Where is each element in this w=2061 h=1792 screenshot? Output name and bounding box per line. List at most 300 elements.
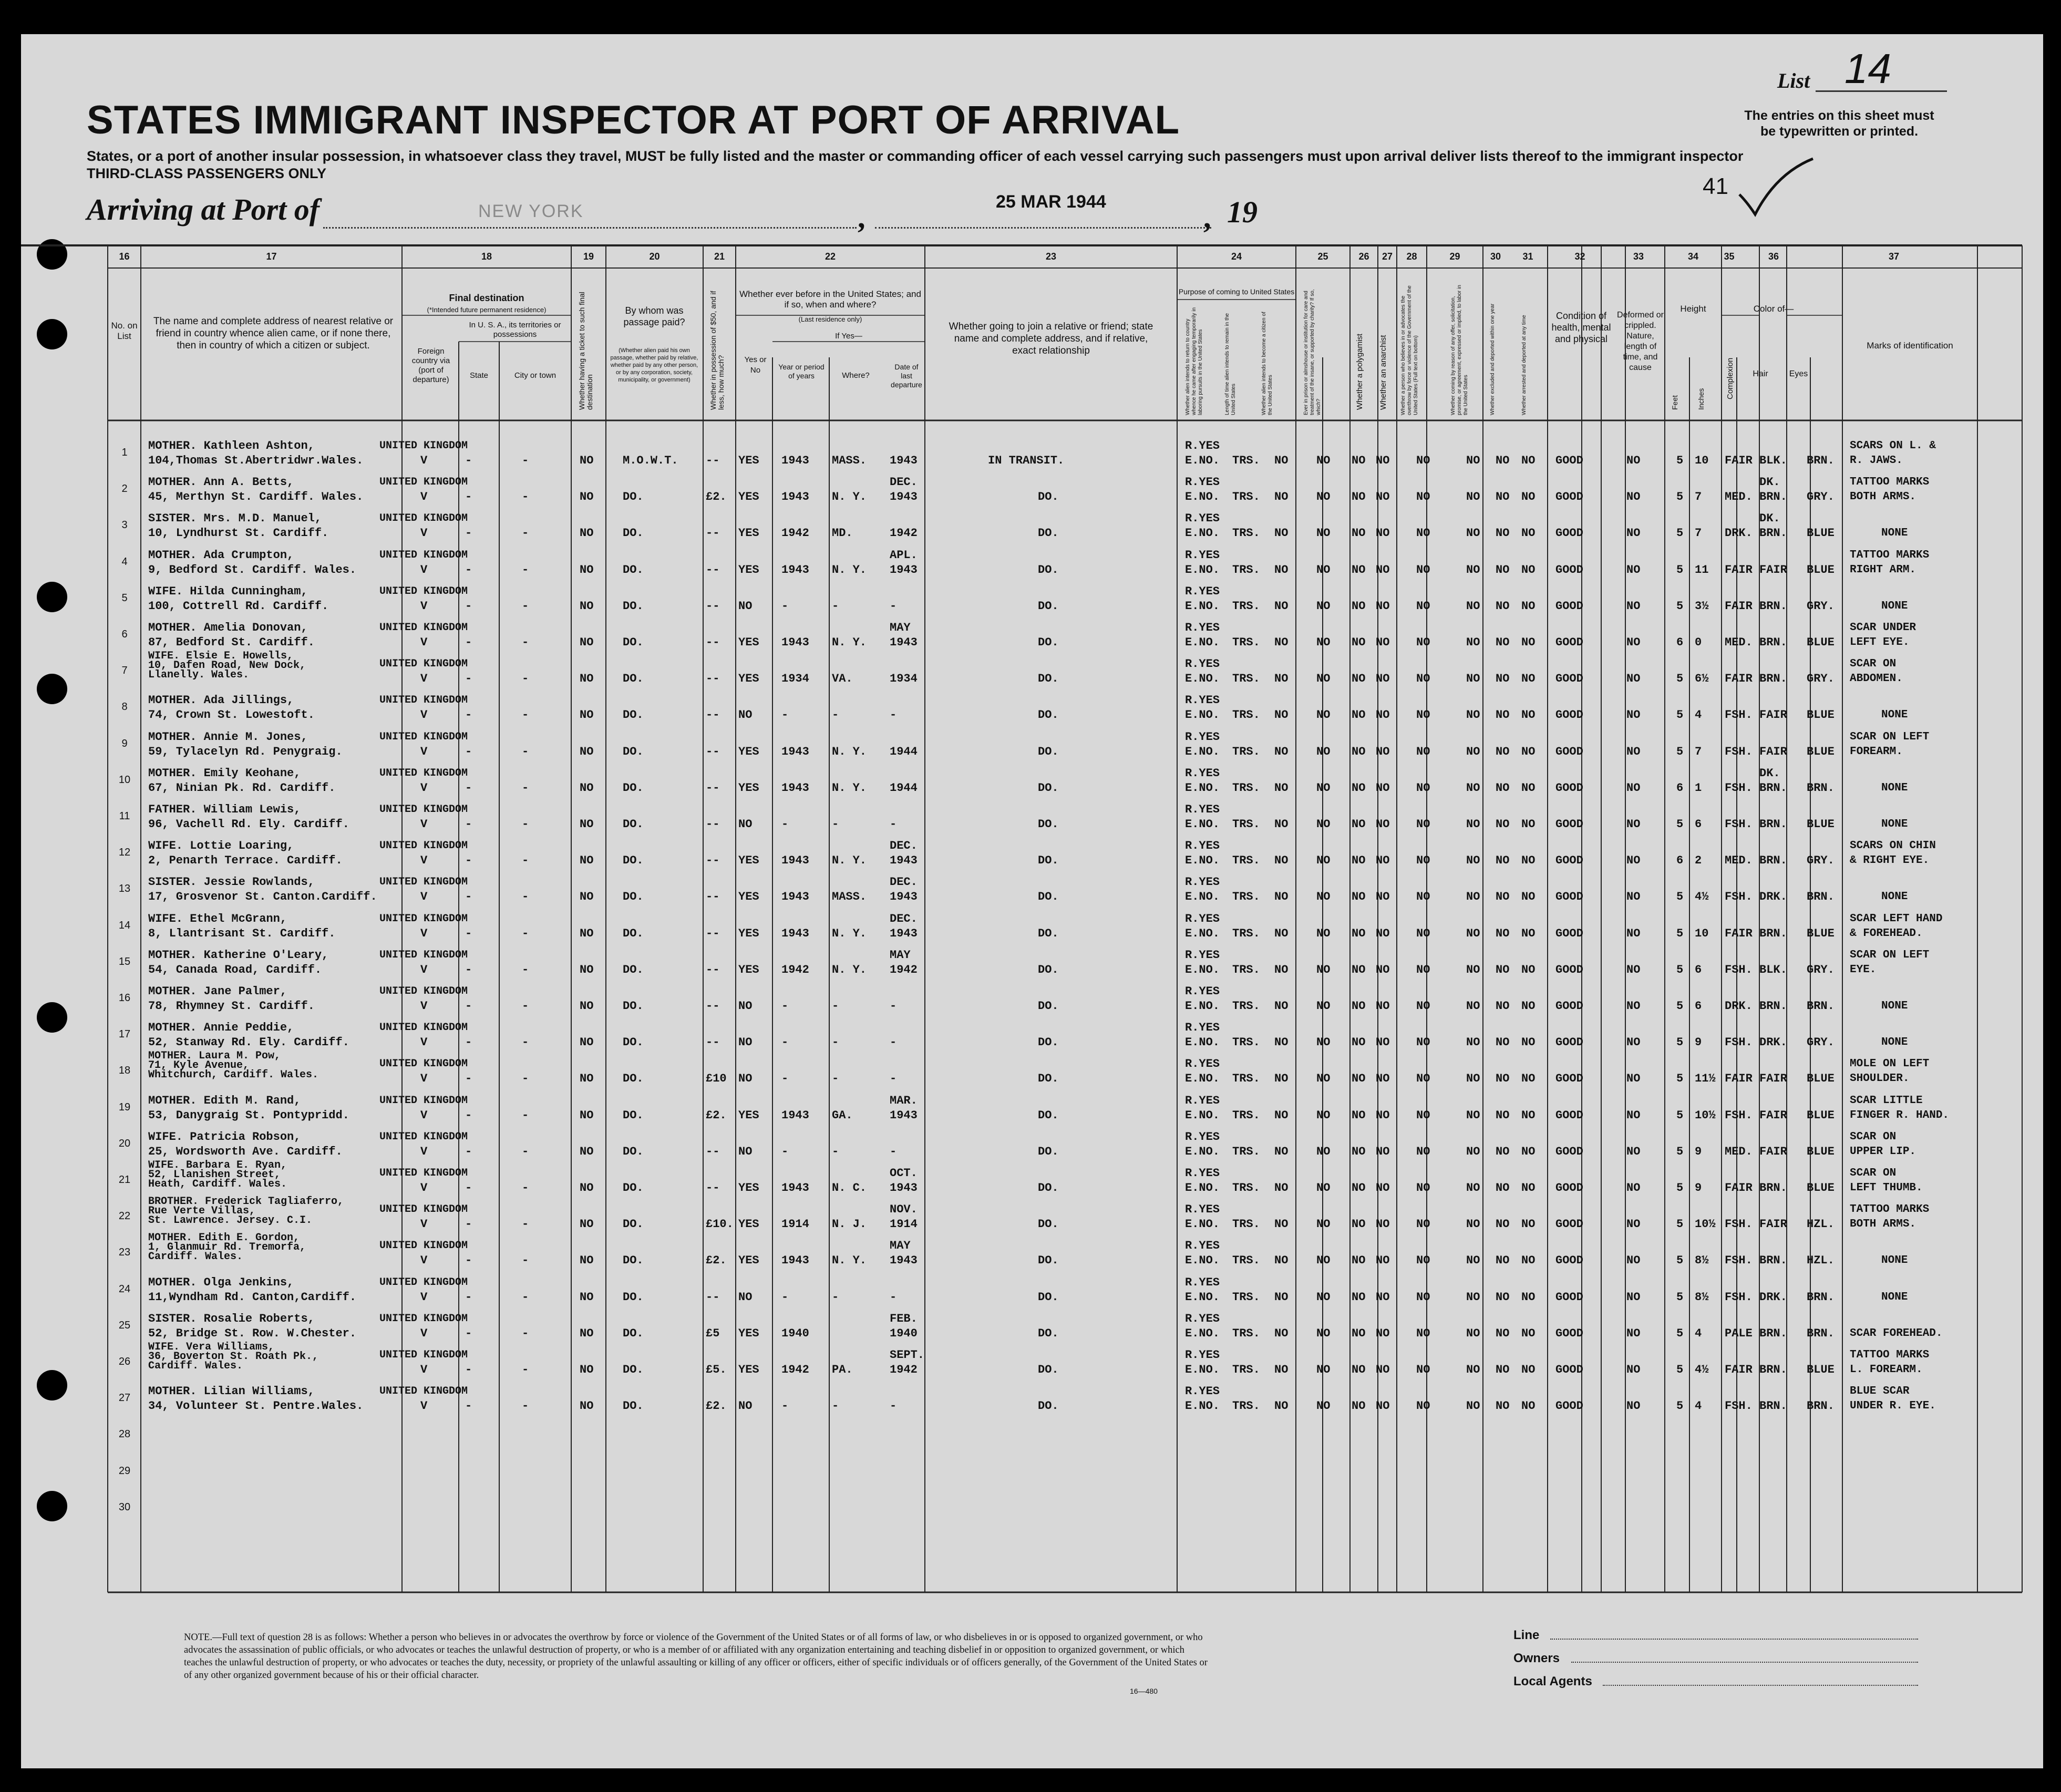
height-feet: 5 (1676, 708, 1684, 722)
height-inches: 11½ (1695, 1072, 1716, 1086)
foreign-country: UNITED KINGDOM (379, 440, 468, 452)
year-before: 1943 (781, 1181, 809, 1194)
health: GOOD (1555, 1145, 1583, 1158)
relative-address: 1, Glanmuir Rd. Tremorfa, (148, 1241, 306, 1254)
foreign-country: UNITED KINGDOM (379, 1385, 468, 1398)
city: - (522, 490, 529, 504)
via-port: V (420, 1108, 428, 1122)
state: - (465, 1072, 472, 1086)
header-purpose-citizen: Whether alien intends to become a citizen of the United States (1261, 312, 1273, 415)
purpose-return-no: E.NO. (1185, 781, 1220, 795)
complexion: FAIR (1725, 1181, 1753, 1194)
money: -- (706, 926, 720, 940)
purpose-return-no: E.NO. (1185, 1254, 1220, 1268)
relative-address: Whitchurch, Cardiff. Wales. (148, 1069, 319, 1082)
ticket: NO (580, 563, 594, 576)
row-number: 15 (118, 955, 131, 967)
purpose-return: R.YES (1185, 730, 1220, 744)
labor-offer: NO (1466, 926, 1480, 940)
overthrow: NO (1416, 1108, 1430, 1122)
deformed: NO (1626, 1000, 1641, 1013)
relative-address: 96, Vachell Rd. Ely. Cardiff. (148, 818, 349, 831)
prison: NO (1316, 527, 1331, 540)
foreign-country: UNITED KINGDOM (379, 1130, 468, 1143)
arrested: NO (1521, 563, 1536, 576)
hair: BRN. (1759, 1254, 1787, 1268)
eyes: GRY. (1807, 599, 1835, 613)
relative-address: Heath, Cardiff. Wales. (148, 1178, 287, 1190)
ever-before: NO (738, 1000, 753, 1013)
purpose-return: R.YES (1185, 584, 1220, 598)
prison: NO (1316, 563, 1331, 576)
height-feet: 5 (1676, 1363, 1684, 1376)
where-before: MD. (832, 527, 853, 540)
header-final-destination: Final destination (449, 293, 524, 303)
deformed: NO (1626, 1254, 1641, 1268)
marks-line1: SCAR ON LEFT (1850, 730, 1930, 743)
year-before: - (781, 1036, 789, 1049)
header-if-yes: If Yes— (835, 332, 862, 341)
height-inches: 7 (1695, 745, 1702, 758)
money: -- (706, 563, 720, 576)
purpose-citizen: NO (1274, 490, 1289, 504)
line-field (1550, 1639, 1918, 1640)
ever-before: YES (738, 527, 759, 540)
join-relative: DO. (1038, 1326, 1059, 1340)
excluded: NO (1496, 745, 1510, 758)
eyes: BLUE (1807, 708, 1835, 722)
purpose-return-no: E.NO. (1185, 963, 1220, 976)
deformed: NO (1626, 1108, 1641, 1122)
hair: BRN. (1759, 926, 1787, 940)
row-number: 12 (118, 847, 131, 859)
relative-name: MOTHER. Ann A. Betts, (148, 476, 294, 489)
labor-offer: NO (1466, 963, 1480, 976)
passage-paid: DO. (623, 926, 644, 940)
via-port: V (420, 1072, 428, 1086)
prison: NO (1316, 672, 1331, 686)
header-excluded: Whether excluded and deported within one year (1490, 303, 1496, 415)
deformed: NO (1626, 636, 1641, 649)
prison: NO (1316, 745, 1331, 758)
state: - (465, 527, 472, 540)
join-relative: DO. (1038, 1181, 1059, 1194)
complexion: FAIR (1725, 1072, 1753, 1086)
arrested: NO (1521, 454, 1536, 467)
foreign-country: UNITED KINGDOM (379, 767, 468, 779)
join-relative: DO. (1038, 745, 1059, 758)
purpose-return-no: E.NO. (1185, 890, 1220, 904)
purpose-length: TRS. (1232, 818, 1260, 831)
ticket: NO (580, 599, 594, 613)
row-number: 17 (118, 1028, 131, 1041)
year-before: - (781, 708, 789, 722)
column-number: 26 (1358, 251, 1369, 262)
anarchist: NO (1376, 1108, 1390, 1122)
purpose-return: R.YES (1185, 1057, 1220, 1071)
height-inches: 10½ (1695, 1218, 1716, 1231)
join-relative: DO. (1038, 854, 1059, 868)
via-port: V (420, 818, 428, 831)
eyes: BLUE (1807, 563, 1835, 576)
passage-paid: DO. (623, 1000, 644, 1013)
money: -- (706, 672, 720, 686)
height-inches: 9 (1695, 1181, 1702, 1194)
foreign-country: UNITED KINGDOM (379, 549, 468, 561)
labor-offer: NO (1466, 672, 1480, 686)
purpose-citizen: NO (1274, 1290, 1289, 1304)
deformed: NO (1626, 1399, 1641, 1413)
height-feet: 5 (1676, 818, 1684, 831)
arrested: NO (1521, 1145, 1536, 1158)
money: -- (706, 454, 720, 467)
passage-paid: DO. (623, 1181, 644, 1194)
relative-address: 54, Canada Road, Cardiff. (148, 963, 322, 976)
purpose-return-no: E.NO. (1185, 636, 1220, 649)
date-departure-year: 1934 (890, 672, 918, 686)
labor-offer: NO (1466, 818, 1480, 831)
state: - (465, 1254, 472, 1268)
prison: NO (1316, 636, 1331, 649)
foreign-country: UNITED KINGDOM (379, 730, 468, 743)
complexion: FAIR (1725, 926, 1753, 940)
foreign-country: UNITED KINGDOM (379, 1094, 468, 1107)
purpose-return-no: E.NO. (1185, 708, 1220, 722)
relative-address: 52, Bridge St. Row. W.Chester. (148, 1326, 357, 1340)
health: GOOD (1555, 1254, 1583, 1268)
question-28-note: NOTE.—Full text of question 28 is as follows: Whether a person who believes in or advocates the overthrow by force or violence of the Government of the United States or of all forms of law, or who disbelieves in or is opposed to organized government, or who advocates the assassination of public officials, or who advocates or teaches the unlawful destruction of property, or who is a member of or affiliated with any organization entertaining and teaching disbelief in or opposition to organized government, or which teaches the unlawful destruction of property, or who advocates or teaches the duty, necessity, or propriety of the unlawful assaulting or killing of any officer or officers, either of specific individuals or of officers generally, of the Government of the United States or of any other organized government because of his or their official character. (184, 1632, 1208, 1681)
join-relative: DO. (1038, 781, 1059, 795)
via-port: V (420, 1290, 428, 1304)
arrested: NO (1521, 527, 1536, 540)
ticket: NO (580, 1218, 594, 1231)
marks-line2: FOREARM. (1850, 745, 1903, 758)
date-departure-month: SEPT. (890, 1348, 925, 1362)
height-feet: 5 (1676, 890, 1684, 904)
excluded: NO (1496, 1363, 1510, 1376)
purpose-return: R.YES (1185, 1385, 1220, 1398)
purpose-length: TRS. (1232, 1399, 1260, 1413)
anarchist: NO (1376, 1363, 1390, 1376)
purpose-citizen: NO (1274, 1036, 1289, 1049)
purpose-length: TRS. (1232, 599, 1260, 613)
purpose-citizen: NO (1274, 818, 1289, 831)
row-number: 3 (121, 519, 128, 531)
overthrow: NO (1416, 818, 1430, 831)
overthrow: NO (1416, 926, 1430, 940)
prison: NO (1316, 1399, 1331, 1413)
excluded: NO (1496, 454, 1510, 467)
purpose-citizen: NO (1274, 1072, 1289, 1086)
hair-prefix: DK. (1759, 766, 1780, 780)
relative-name: MOTHER. Jane Palmer, (148, 985, 287, 998)
where-before: MASS. (832, 454, 867, 467)
year-before: - (781, 818, 789, 831)
money: £10 (706, 1072, 727, 1086)
header-health: Condition of health, mental and physical (1551, 311, 1611, 344)
ticket: NO (580, 745, 594, 758)
complexion: FSH. (1725, 708, 1753, 722)
row-number: 22 (118, 1210, 131, 1222)
height-feet: 6 (1676, 636, 1684, 649)
column-number: 16 (119, 251, 130, 262)
passage-paid: DO. (623, 1254, 644, 1268)
polygamist: NO (1352, 454, 1366, 467)
purpose-return-no: E.NO. (1185, 454, 1220, 467)
complexion: MED. (1725, 636, 1753, 649)
column-number: 36 (1768, 251, 1779, 262)
marks-line2: FINGER R. HAND. (1850, 1109, 1950, 1121)
labor-offer: NO (1466, 890, 1480, 904)
arrested: NO (1521, 1363, 1536, 1376)
overthrow: NO (1416, 1036, 1430, 1049)
header-before-sub: (Last residence only) (798, 315, 862, 323)
anarchist: NO (1376, 1036, 1390, 1049)
relative-address: 2, Penarth Terrace. Cardiff. (148, 854, 343, 868)
row-number: 6 (121, 629, 128, 640)
ever-before: NO (738, 708, 753, 722)
ever-before: YES (738, 490, 759, 504)
money: -- (706, 1000, 720, 1013)
join-relative: DO. (1038, 963, 1059, 976)
ever-before: NO (738, 1145, 753, 1158)
purpose-return: R.YES (1185, 621, 1220, 634)
purpose-length: TRS. (1232, 1036, 1260, 1049)
complexion: MED. (1725, 490, 1753, 504)
date-departure-year: - (890, 1036, 897, 1049)
date-departure-year: - (890, 1145, 897, 1158)
money: -- (706, 636, 720, 649)
foreign-country: UNITED KINGDOM (379, 1058, 468, 1070)
foreign-country: UNITED KINGDOM (379, 1349, 468, 1361)
ticket: NO (580, 1145, 594, 1158)
purpose-return: R.YES (1185, 912, 1220, 925)
year-before: 1940 (781, 1326, 809, 1340)
year-before: 1943 (781, 636, 809, 649)
date-departure-year: - (890, 1000, 897, 1013)
ever-before: YES (738, 890, 759, 904)
header-marks: Marks of identification (1867, 341, 1953, 351)
complexion: FSH. (1725, 1254, 1753, 1268)
column-number: 31 (1522, 251, 1533, 262)
height-inches: 4 (1695, 1326, 1702, 1340)
arrested: NO (1521, 1000, 1536, 1013)
year-before: 1943 (781, 890, 809, 904)
money: -- (706, 745, 720, 758)
health: GOOD (1555, 818, 1583, 831)
foreign-country: UNITED KINGDOM (379, 585, 468, 598)
year-before: - (781, 1000, 789, 1013)
purpose-return: R.YES (1185, 1203, 1220, 1217)
ever-before: NO (738, 818, 753, 831)
row-number: 5 (121, 592, 128, 604)
purpose-return: R.YES (1185, 985, 1220, 998)
labor-offer: NO (1466, 745, 1480, 758)
height-feet: 5 (1676, 1218, 1684, 1231)
overthrow: NO (1416, 1290, 1430, 1304)
purpose-citizen: NO (1274, 1108, 1289, 1122)
overthrow: NO (1416, 1326, 1430, 1340)
purpose-citizen: NO (1274, 636, 1289, 649)
purpose-length: TRS. (1232, 745, 1260, 758)
labor-offer: NO (1466, 1254, 1480, 1268)
column-number: 20 (649, 251, 660, 262)
money: -- (706, 1036, 720, 1049)
purpose-return-no: E.NO. (1185, 1290, 1220, 1304)
prison: NO (1316, 1254, 1331, 1268)
passage-paid: M.O.W.T. (623, 454, 678, 467)
relative-address: 52, Stanway Rd. Ely. Cardiff. (148, 1036, 349, 1049)
health: GOOD (1555, 454, 1583, 467)
ever-before: NO (738, 1399, 753, 1413)
purpose-citizen: NO (1274, 527, 1289, 540)
column-number: 17 (266, 251, 277, 262)
state: - (465, 490, 472, 504)
relative-address: Rue Verte Villas, (148, 1205, 256, 1218)
relative-name: WIFE. Vera Williams, (148, 1341, 275, 1353)
hair: BRN. (1759, 672, 1787, 686)
date-departure-year: 1943 (890, 854, 918, 868)
purpose-return: R.YES (1185, 1312, 1220, 1325)
polygamist: NO (1352, 1181, 1366, 1194)
row-number: 30 (118, 1501, 131, 1513)
state: - (465, 1326, 472, 1340)
purpose-citizen: NO (1274, 1145, 1289, 1158)
relative-address: 36, Boverton St. Roath Pk., (148, 1351, 319, 1363)
deformed: NO (1626, 1145, 1641, 1158)
health: GOOD (1555, 745, 1583, 758)
marks-none: NONE (1881, 1000, 1908, 1012)
purpose-length: TRS. (1232, 854, 1260, 868)
join-relative: DO. (1038, 1072, 1059, 1086)
height-feet: 5 (1676, 1072, 1684, 1086)
column-number: 18 (481, 251, 492, 262)
deformed: NO (1626, 963, 1641, 976)
overthrow: NO (1416, 781, 1430, 795)
column-number: 32 (1574, 251, 1585, 262)
eyes: BRN. (1807, 1290, 1835, 1304)
date-departure-year: 1943 (890, 926, 918, 940)
arrested: NO (1521, 490, 1536, 504)
city: - (522, 527, 529, 540)
money: -- (706, 1145, 720, 1158)
purpose-length: TRS. (1232, 708, 1260, 722)
via-port: V (420, 1181, 428, 1194)
purpose-length: TRS. (1232, 1145, 1260, 1158)
marks-line1: TATTOO MARKS (1850, 549, 1930, 561)
row-number: 18 (118, 1065, 131, 1077)
prison: NO (1316, 490, 1331, 504)
marks-line1: SCAR LITTLE (1850, 1094, 1923, 1107)
column-number: 24 (1231, 251, 1242, 262)
relative-address: 11,Wyndham Rd. Canton,Cardiff. (148, 1290, 357, 1304)
foreign-country: UNITED KINGDOM (379, 949, 468, 961)
join-relative: DO. (1038, 527, 1059, 540)
hair: FAIR (1759, 1145, 1787, 1158)
state: - (465, 1363, 472, 1376)
arrested: NO (1521, 963, 1536, 976)
ticket: NO (580, 1036, 594, 1049)
labor-offer: NO (1466, 1363, 1480, 1376)
height-inches: 8½ (1695, 1290, 1709, 1304)
purpose-citizen: NO (1274, 1000, 1289, 1013)
purpose-citizen: NO (1274, 745, 1289, 758)
height-inches: 4 (1695, 708, 1702, 722)
excluded: NO (1496, 1326, 1510, 1340)
anarchist: NO (1376, 490, 1390, 504)
where-before: N. J. (832, 1218, 867, 1231)
header-color-of: Color of— (1753, 304, 1794, 314)
passage-paid: DO. (623, 1326, 644, 1340)
header-arrested: Whether arrested and deported at any time (1521, 315, 1527, 415)
polygamist: NO (1352, 781, 1366, 795)
purpose-citizen: NO (1274, 1363, 1289, 1376)
date-departure-month: MAY (890, 1239, 911, 1253)
foreign-country: UNITED KINGDOM (379, 1203, 468, 1216)
polygamist: NO (1352, 1145, 1366, 1158)
overthrow: NO (1416, 636, 1430, 649)
row-number: 13 (118, 883, 131, 895)
where-before: N. Y. (832, 636, 867, 649)
height-feet: 5 (1676, 1036, 1684, 1049)
passage-paid: DO. (623, 672, 644, 686)
purpose-length: TRS. (1232, 636, 1260, 649)
purpose-citizen: NO (1274, 890, 1289, 904)
labor-offer: NO (1466, 1072, 1480, 1086)
relative-name: MOTHER. Amelia Donovan, (148, 621, 308, 634)
purpose-length: TRS. (1232, 963, 1260, 976)
via-port: V (420, 1363, 428, 1376)
complexion: PALE (1725, 1326, 1753, 1340)
purpose-return: R.YES (1185, 1094, 1220, 1107)
labor-offer: NO (1466, 454, 1480, 467)
state: - (465, 818, 472, 831)
hair: DRK. (1759, 890, 1787, 904)
complexion: FSH. (1725, 890, 1753, 904)
hair: BRN. (1759, 636, 1787, 649)
arrested: NO (1521, 1326, 1536, 1340)
money: -- (706, 818, 720, 831)
marks-line1: BLUE SCAR (1850, 1385, 1910, 1398)
anarchist: NO (1376, 818, 1390, 831)
purpose-citizen: NO (1274, 1218, 1289, 1231)
city: - (522, 1290, 529, 1304)
anarchist: NO (1376, 1218, 1390, 1231)
marks-line1: SCAR LEFT HAND (1850, 912, 1943, 925)
year-before: - (781, 1399, 789, 1413)
prison: NO (1316, 454, 1331, 467)
header-polygamist: Whether a polygamist (1355, 333, 1364, 410)
row-number: 16 (118, 992, 131, 1004)
eyes: BRN. (1807, 781, 1835, 795)
via-port: V (420, 454, 428, 467)
via-port: V (420, 708, 428, 722)
polygamist: NO (1352, 490, 1366, 504)
health: GOOD (1555, 527, 1583, 540)
passage-paid: DO. (623, 599, 644, 613)
marks-line1: SCAR ON (1850, 1130, 1897, 1143)
arriving-label: Arriving at Port of (87, 192, 320, 226)
passage-paid: DO. (623, 854, 644, 868)
hair: DRK. (1759, 1290, 1787, 1304)
excluded: NO (1496, 1072, 1510, 1086)
passage-paid: DO. (623, 1290, 644, 1304)
date-departure-year: - (890, 1399, 897, 1413)
foreign-country: UNITED KINGDOM (379, 694, 468, 707)
purpose-return-no: E.NO. (1185, 1145, 1220, 1158)
arrested: NO (1521, 672, 1536, 686)
row-number: 29 (118, 1465, 131, 1477)
